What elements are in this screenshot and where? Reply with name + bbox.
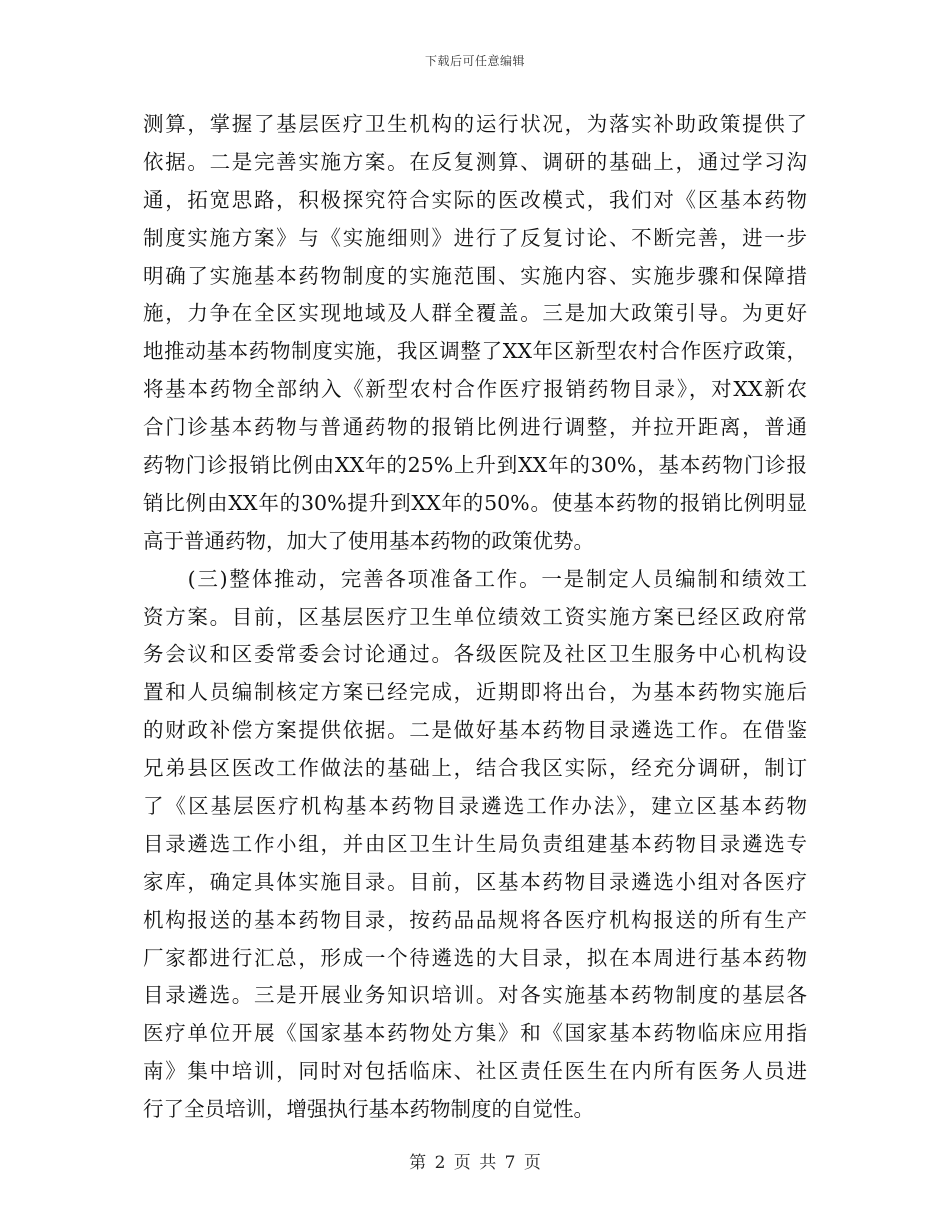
body-line: (三)整体推动，完善各项准备工作。一是制定人员编制和绩效工 bbox=[143, 566, 807, 591]
body-line: 测算，掌握了基层医疗卫生机构的运行状况，为落实补助政策提供了 bbox=[143, 112, 807, 136]
body-line: 明确了实施基本药物制度的实施范围、实施内容、实施步骤和保障措 bbox=[143, 263, 807, 288]
body-line: 合门诊基本药物与普通药物的报销比例进行调整，并拉开距离，普通 bbox=[143, 415, 807, 440]
body-line: 务会议和区委常委会讨论通过。各级医院及社区卫生服务中心机构设 bbox=[143, 642, 807, 667]
body-line: 南》集中培训，同时对包括临床、社区责任医生在内所有医务人员进 bbox=[143, 1059, 807, 1084]
body-line: 行了全员培训，增强执行基本药物制度的自觉性。 bbox=[143, 1097, 594, 1122]
body-line: 高于普通药物，加大了使用基本药物的政策优势。 bbox=[143, 528, 594, 553]
body-line: 家库，确定具体实施目录。目前，区基本药物目录遴选小组对各医疗 bbox=[143, 869, 807, 894]
body-line: 依据。二是完善实施方案。在反复测算、调研的基础上，通过学习沟 bbox=[143, 149, 807, 174]
body-line: 地推动基本药物制度实施，我区调整了XX年区新型农村合作医疗政策， bbox=[143, 339, 807, 364]
body-line: 了《区基层医疗机构基本药物目录遴选工作办法》，建立区基本药物 bbox=[143, 794, 807, 819]
body-line: 置和人员编制核定方案已经完成，近期即将出台，为基本药物实施后 bbox=[143, 680, 807, 705]
page-number: 第 2 页 共 7 页 bbox=[409, 1153, 541, 1173]
body-line: 目录遴选工作小组，并由区卫生计生局负责组建基本药物目录遴选专 bbox=[143, 831, 807, 856]
body-line: 厂家都进行汇总，形成一个待遴选的大目录，拟在本周进行基本药物 bbox=[143, 945, 807, 970]
header-note: 下载后可任意编辑 bbox=[424, 54, 525, 68]
body-line: 医疗单位开展《国家基本药物处方集》和《国家基本药物临床应用指 bbox=[143, 1021, 807, 1046]
body-line: 销比例由XX年的30%提升到XX年的50%。使基本药物的报销比例明显 bbox=[143, 490, 807, 515]
document-body bbox=[143, 106, 807, 1129]
body-line: 目录遴选。三是开展业务知识培训。对各实施基本药物制度的基层各 bbox=[143, 983, 807, 1008]
body-line: 制度实施方案》与《实施细则》进行了反复讨论、不断完善，进一步 bbox=[143, 225, 807, 250]
body-line: 施，力争在全区实现地域及人群全覆盖。三是加大政策引导。为更好 bbox=[143, 301, 807, 326]
body-line: 机构报送的基本药物目录，按药品品规将各医疗机构报送的所有生产 bbox=[143, 907, 807, 932]
body-line: 通，拓宽思路，积极探究符合实际的医改模式，我们对《区基本药物 bbox=[143, 187, 807, 212]
body-line: 药物门诊报销比例由XX年的25%上升到XX年的30%，基本药物门诊报 bbox=[143, 453, 807, 478]
body-line: 资方案。目前，区基层医疗卫生单位绩效工资实施方案已经区政府常 bbox=[143, 604, 807, 629]
body-line: 将基本药物全部纳入《新型农村合作医疗报销药物目录》，对XX新农 bbox=[143, 377, 807, 402]
body-line: 兄弟县区医改工作做法的基础上，结合我区实际，经充分调研，制订 bbox=[143, 756, 807, 781]
body-line: 的财政补偿方案提供依据。二是做好基本药物目录遴选工作。在借鉴 bbox=[143, 718, 807, 743]
